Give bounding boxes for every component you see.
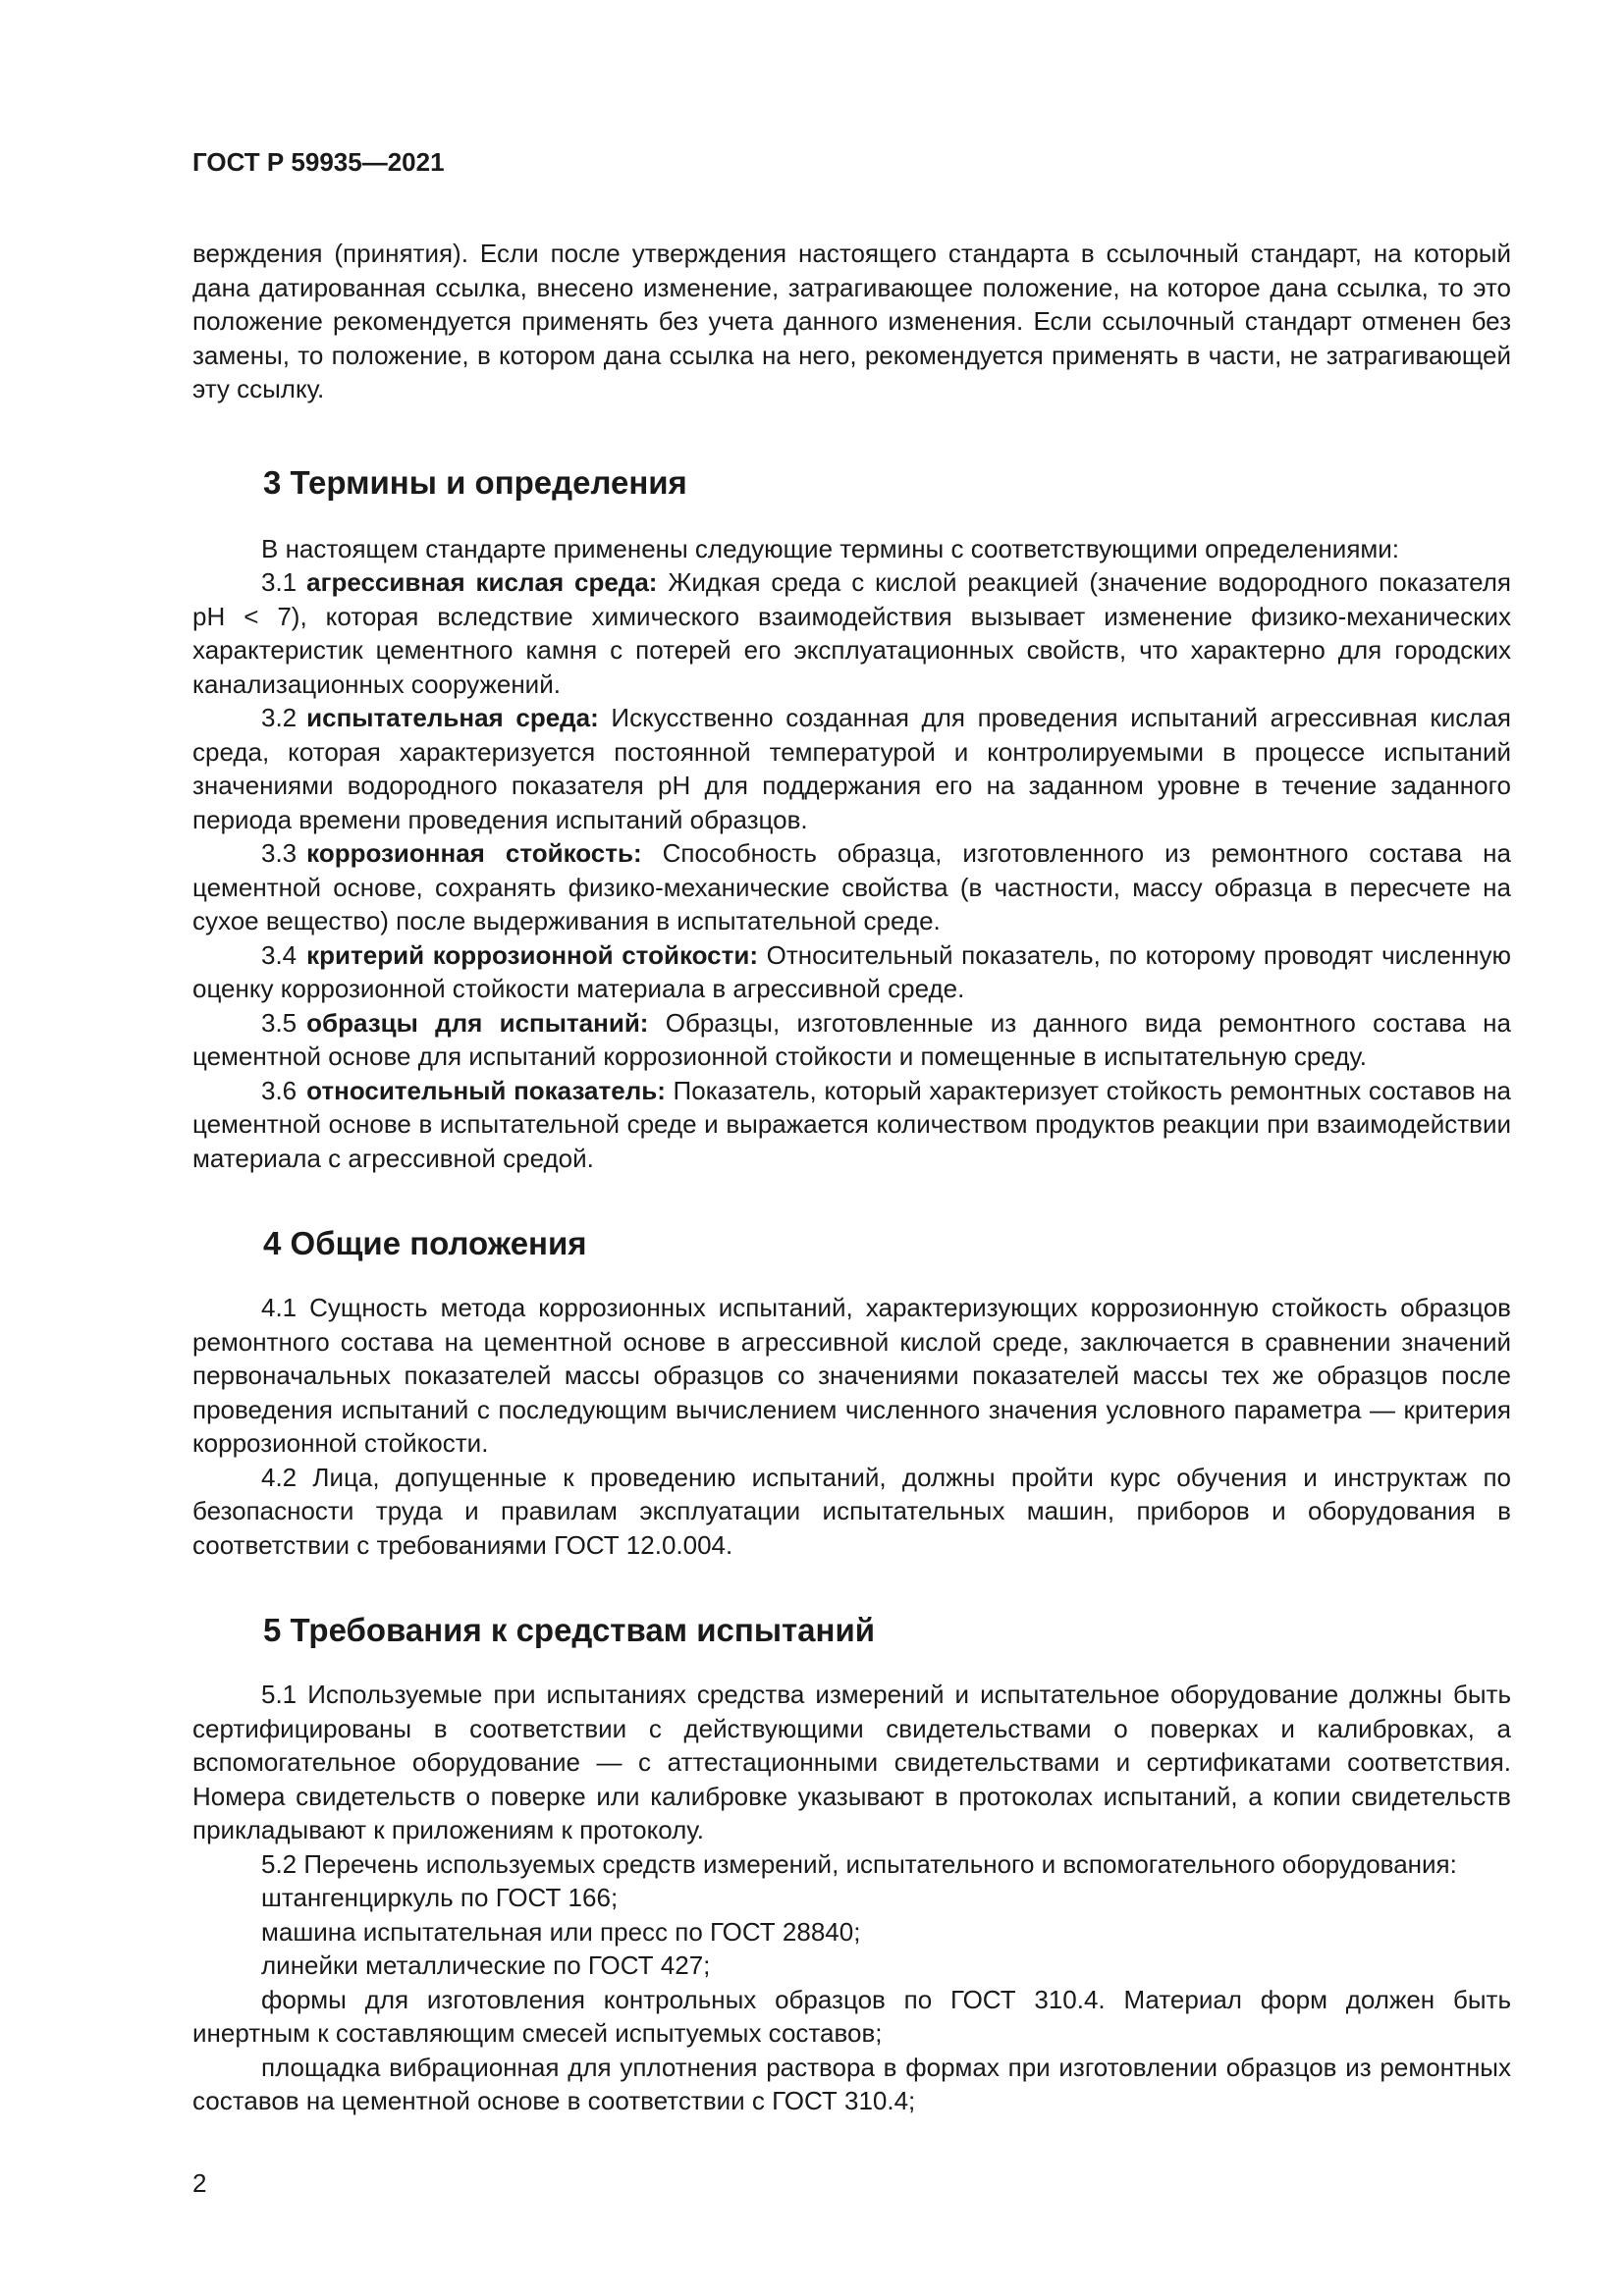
- term-number: 3.1: [261, 567, 298, 597]
- term-definition: Искусственно созданная для проведения испытаний агрессивная кислая среда, которая характеризуется постоянной температурой и контролируемыми в процессе испытаний значениями водородного показателя pH для поддержания его на заданном уровне в течение заданного периода времени проведения испытаний образцов.: [192, 703, 1511, 834]
- equipment-item: линейки металлические по ГОСТ 427;: [261, 1950, 711, 1980]
- term-definition: Образцы, изготовленные из данного вида ремонтного состава на цементной основе для испытаний коррозионной стойкости и помещенные в испытательную среду.: [192, 1007, 1511, 1071]
- term-3-4: [192, 938, 1511, 1006]
- term-definition: Жидкая среда с кислой реакцией (значение водородного показателя pH < 7), которая вследствие химического взаимодействия вызывает изменение физико-механических характеристик цементного камня с потерей его эксплуатационных свойств, что характерно для городских канализационных сооружений.: [192, 567, 1511, 699]
- term-name: испытательная среда:: [306, 703, 599, 732]
- page-number: 2: [192, 2168, 207, 2198]
- term-definition: Показатель, который характеризует стойкость ремонтных составов на цементной основе в испытательной среде и выражается количеством продуктов реакции при взаимодействии материала с агрессивной средой.: [192, 1075, 1512, 1173]
- equipment-item: формы для изготовления контрольных образцов по ГОСТ 310.4. Материал форм должен быть инертным к составляющим смесей испытуемых составов;: [192, 1984, 1511, 2048]
- term-name: коррозионная стойкость:: [306, 838, 642, 868]
- term-3-1: [192, 565, 1511, 701]
- section-4-title: 4 Общие положения: [263, 1225, 587, 1261]
- section-3-lead: В настоящем стандарте применены следующие термины с соответствующими определениями:: [261, 533, 1400, 563]
- term-3-5: [192, 1006, 1511, 1074]
- term-3-2: [192, 701, 1511, 836]
- term-number: 3.6: [261, 1075, 298, 1105]
- clause-4-1: 4.1 Сущность метода коррозионных испытаний, характеризующих коррозионную стойкость образцов ремонтного состава на цементной основе в агрессивной кислой среде, заключается в сравнении значений первоначальных показателей массы образцов со значениями показателей массы тех же образцов после проведения испытаний с последующим вычислением численного значения условного параметра — критерия коррозионной стойкости.: [192, 1293, 1511, 1458]
- term-number: 3.5: [261, 1007, 298, 1038]
- clause-5-2: 5.2 Перечень используемых средств измерений, испытательного и вспомогательного оборудования:: [261, 1848, 1457, 1879]
- term-3-3: [192, 836, 1511, 938]
- term-name: агрессивная кислая среда:: [306, 567, 658, 597]
- term-number: 3.4: [261, 939, 298, 970]
- clause-4-2: 4.2 Лица, допущенные к проведению испытаний, должны пройти курс обучения и инструктаж по безопасности труда и правилам эксплуатации испытательных машин, приборов и оборудования в соответствии с требованиями ГОСТ 12.0.004.: [192, 1462, 1511, 1560]
- term-definition: Относительный показатель, по которому проводят численную оценку коррозионной стойкости материала в агрессивной среде.: [192, 939, 1511, 1003]
- term-name: критерий коррозионной стойкости:: [306, 939, 758, 970]
- term-name: образцы для испытаний:: [306, 1007, 649, 1038]
- equipment-item: штангенциркуль по ГОСТ 166;: [261, 1883, 619, 1912]
- intro-paragraph: верждения (принятия). Если после утверждения настоящего стандарта в ссылочный стандарт, на который дана датированная ссылка, внесено изменение, затрагивающее положение, на которое дана ссылка, то это положение рекомендуется применять без учета данного изменения. Если ссылочный стандарт отменен без замены, то положение, в котором дана ссылка на него, рекомендуется применять в части, не затрагивающей эту ссылку.: [192, 239, 1511, 403]
- document-page: [192, 147, 1511, 2118]
- term-number: 3.3: [261, 838, 298, 868]
- section-3-title: 3 Термины и определения: [263, 463, 687, 501]
- equipment-item: машина испытательная или пресс по ГОСТ 28840;: [261, 1916, 861, 1947]
- section-5-title: 5 Требования к средствам испытаний: [263, 1612, 876, 1648]
- term-definition: Способность образца, изготовленного из ремонтного состава на цементной основе, сохранять физико-механические свойства (в частности, массу образца в пересчете на сухое вещество) после выдерживания в испытательной среде.: [192, 838, 1511, 935]
- clause-5-1: 5.1 Используемые при испытаниях средства измерений и испытательное оборудование должны быть сертифицированы в соответствии с действующими свидетельствами о поверках и калибровках, а вспомогательное оборудование — с аттестационными свидетельствами и сертификатами соответствия. Номера свидетельств о поверке или калибровке указывают в протоколах испытаний, а копии свидетельств прикладывают к приложениям к протоколу.: [192, 1680, 1511, 1844]
- document-code: ГОСТ Р 59935—2021: [192, 147, 445, 177]
- equipment-item: площадка вибрационная для уплотнения раствора в формах при изготовлении образцов из ремонтных составов на цементной основе в соответствии с ГОСТ 310.4;: [192, 2052, 1511, 2115]
- term-3-6: [192, 1074, 1511, 1176]
- term-name: относительный показатель:: [306, 1075, 666, 1105]
- term-number: 3.2: [261, 703, 298, 732]
